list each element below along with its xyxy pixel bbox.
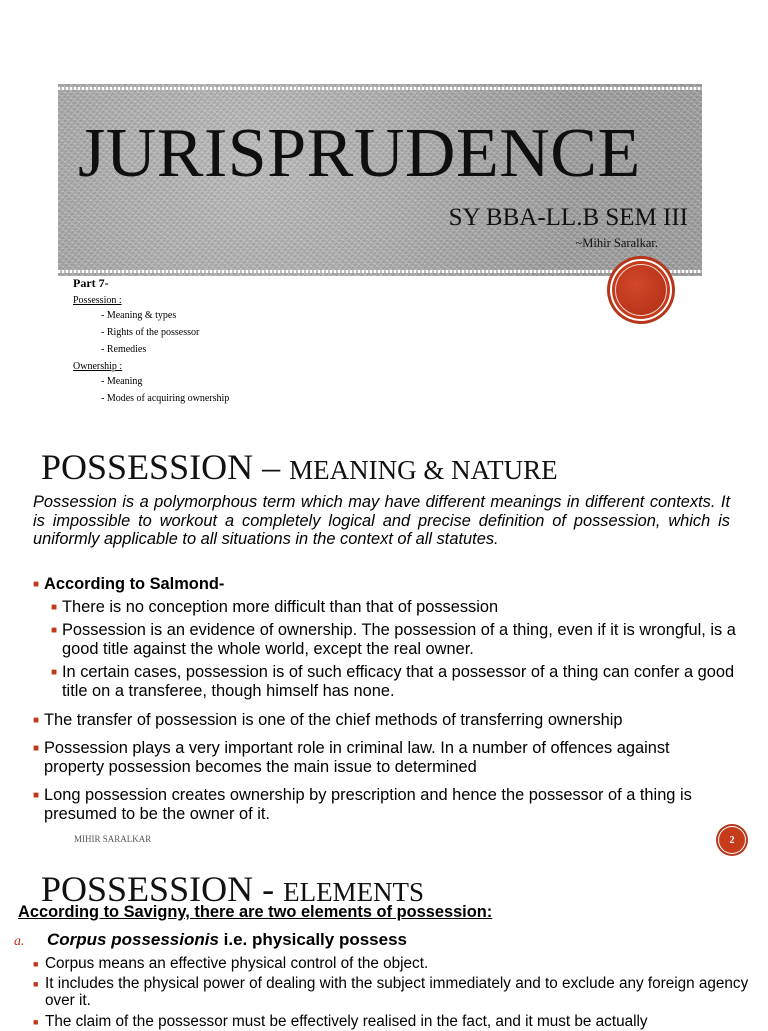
bullet-text: Possession plays a very important role in criminal law. In a number of offences against property possession becomes the main issue to determined	[44, 739, 670, 776]
bullet-text: Corpus means an effective physical control of the object.	[45, 955, 429, 972]
bullet-text: The transfer of possession is one of the chief methods of transferring ownership	[44, 711, 623, 729]
bullet-salmond	[33, 575, 733, 594]
bullet-text: In certain cases, possession is of such efficacy that a possessor of a thing can confer a good title on a transferee, though himself has none.	[62, 663, 735, 700]
toc-item: - Meaning	[101, 376, 143, 387]
heading-small-caps: ELEMENTS	[283, 877, 425, 907]
sub-bullet	[51, 598, 741, 617]
bullet-text: It includes the physical power of dealing with the subject immediately and to exclude any foreign agency over it.	[45, 975, 749, 1009]
banner-top-border	[58, 87, 702, 90]
bullet-text: Long possession creates ownership by prescription and hence the possessor of a thing is presumed to be the owner of it.	[44, 786, 692, 823]
intro-paragraph: Possession is a polymorphous term which may have different meanings in different contexts. It is impossible to workout a completely logical and precise definition of possession, which is uniformly applicable to all situations in the context of all statutes.	[33, 493, 730, 548]
table-of-contents	[73, 276, 229, 410]
item-description: i.e. physically possess	[218, 930, 407, 949]
bullet-square-icon: ■	[33, 1017, 39, 1027]
bullet-square-icon: ■	[33, 743, 40, 754]
savigny-subheading: According to Savigny, there are two elements of possession:	[18, 903, 493, 921]
decorative-circle-badge	[610, 259, 672, 321]
toc-item: - Remedies	[101, 344, 147, 355]
bullet-square-icon: ■	[33, 579, 40, 590]
title-banner	[58, 84, 702, 276]
banner-bottom-border	[58, 270, 702, 273]
bullet-square-icon: ■	[33, 979, 39, 989]
bullet-text: According to Salmond-	[44, 575, 225, 593]
toc-ownership-heading: Ownership :	[73, 361, 123, 372]
bullet-text: There is no conception more difficult than that of possession	[62, 598, 499, 616]
slide-heading-meaning	[41, 447, 558, 490]
page-number-badge: 2	[718, 826, 746, 854]
slide-footer: MIHIR SARALKAR	[74, 834, 152, 844]
heading-small-caps: MEANING & NATURE	[289, 455, 558, 485]
bullet-point	[33, 975, 755, 1009]
bullet-point	[33, 739, 733, 776]
presentation-title: JURISPRUDENCE	[78, 115, 641, 192]
heading-main-text: POSSESSION -	[41, 869, 284, 909]
toc-item: - Modes of acquiring ownership	[101, 393, 230, 404]
item-letter: a.	[14, 934, 25, 949]
toc-part-label: Part 7-	[73, 276, 109, 290]
element-item-a	[14, 930, 407, 950]
item-latin-term: Corpus possessionis	[47, 930, 219, 949]
bullet-square-icon: ■	[51, 667, 58, 678]
bullet-point	[33, 1013, 755, 1030]
bullet-text: Possession is an evidence of ownership. The possession of a thing, even if it is wrongful, is a good title against the whole world, except the real owner.	[62, 621, 736, 658]
bullet-point	[33, 955, 755, 972]
bullet-square-icon: ■	[51, 602, 58, 613]
sub-bullet	[51, 621, 741, 658]
bullet-point	[33, 786, 733, 823]
presentation-subtitle: SY BBA-LL.B SEM III	[448, 204, 688, 231]
bullet-text: The claim of the possessor must be effectively realised in the fact, and it must be actually	[45, 1013, 648, 1030]
bullet-square-icon: ■	[33, 715, 40, 726]
bullet-square-icon: ■	[33, 790, 40, 801]
bullet-point	[33, 711, 733, 730]
heading-main-text: POSSESSION –	[41, 447, 290, 487]
bullet-square-icon: ■	[33, 959, 39, 969]
toc-item: - Meaning & types	[101, 310, 177, 321]
sub-bullet	[51, 663, 741, 700]
toc-possession-heading: Possession :	[73, 295, 122, 306]
bullet-square-icon: ■	[51, 625, 58, 636]
toc-item: - Rights of the possessor	[101, 327, 200, 338]
author-name: ~Mihir Saralkar.	[575, 236, 658, 250]
